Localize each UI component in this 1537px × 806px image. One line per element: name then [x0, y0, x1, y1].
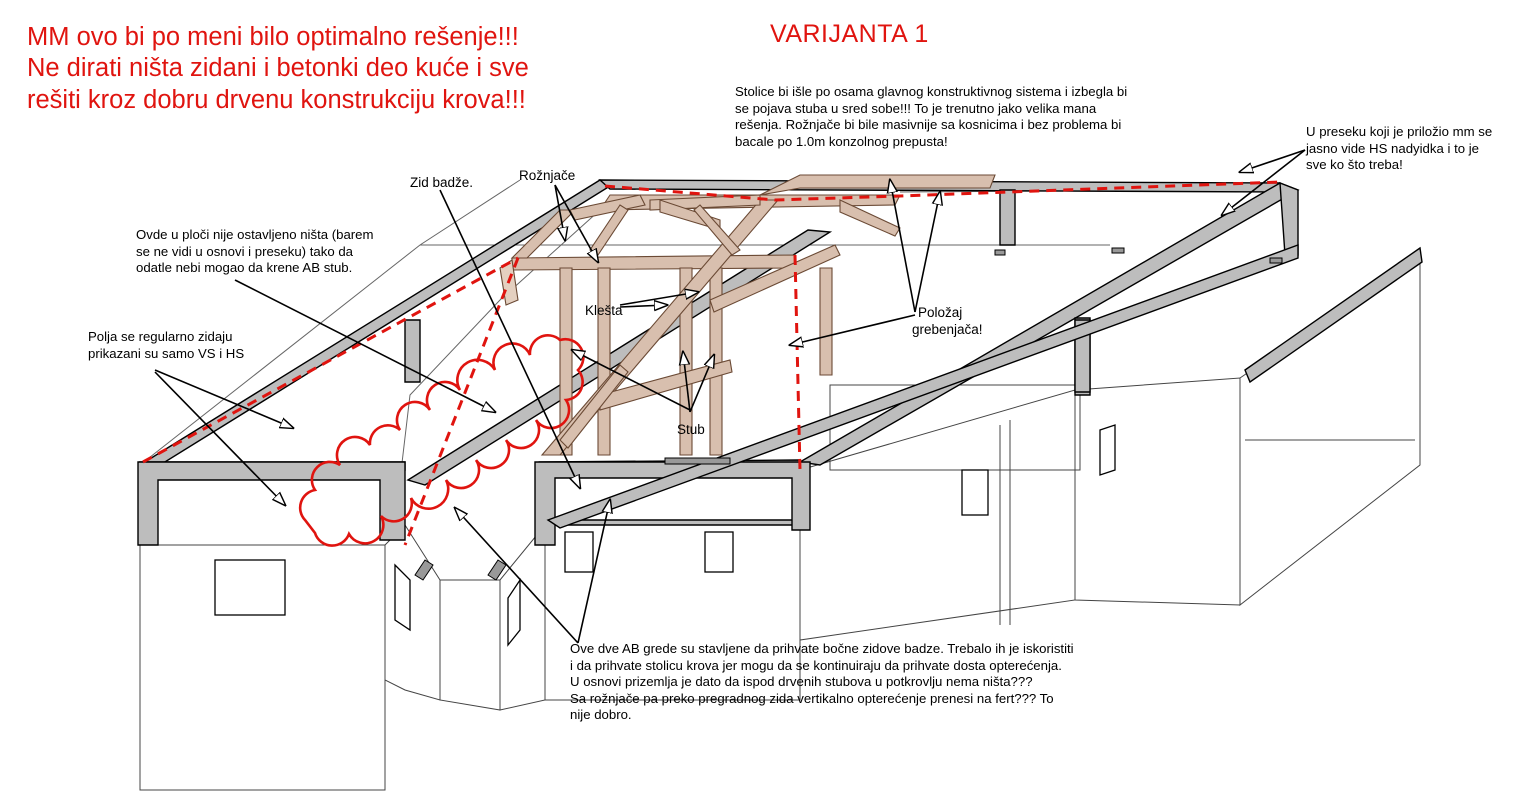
- label-stub: Stub: [677, 422, 705, 437]
- note-grede: [570, 641, 1074, 724]
- label-grebenjaca: grebenjača!: [912, 322, 983, 337]
- note-grede-line: nije dobro.: [570, 707, 632, 723]
- note-ploca-line: Ovde u ploči nije ostavljeno ništa (barem: [136, 227, 374, 242]
- note-grede-line: i da prihvate stolicu krova jer mogu da se kontinuiraju da prihvate dosta opterećenja.: [570, 657, 1062, 673]
- headline-line-2: Ne dirati ništa zidani i betonki deo kuće i sve: [27, 54, 529, 82]
- variant-title: VARIJANTA 1: [770, 20, 929, 48]
- label-zid-badze: Zid badže.: [410, 175, 474, 190]
- note-polja-line: Polja se regularno zidaju: [88, 329, 233, 344]
- note-ploca: [136, 227, 374, 277]
- headline-line-1: MM ovo bi po meni bilo optimalno rešenje!!!: [27, 23, 519, 51]
- note-grede-line: Sa rožnjače pa preko pregradnog zida vertikalno opterećenje prenesi na fert??? To: [570, 690, 1054, 706]
- note-stolice-line: Stolice bi išle po osama glavnog konstruktivnog sistema i izbegla bi: [735, 84, 1128, 99]
- note-presek-line: U preseku koji je priložio mm se: [1306, 124, 1493, 139]
- note-polja: [88, 329, 244, 362]
- note-stolice: [735, 84, 1127, 150]
- note-polja-line: prikazani su samo VS i HS: [88, 345, 245, 361]
- note-ploca-line: se ne vidi u osnovi i preseku) tako da: [136, 243, 353, 259]
- note-grede-line: U osnovi prizemlja je dato da ispod drvenih stubova u potkrovlju nema ništa???: [570, 674, 1033, 690]
- headline-line-3: rešiti kroz dobru drvenu konstrukciju krova!!!: [27, 86, 526, 114]
- label-klesta: Klešta: [585, 303, 623, 318]
- note-presek-line: jasno vide HS nadyidka i to je: [1306, 140, 1480, 156]
- note-presek: [1306, 124, 1492, 174]
- note-presek-line: sve ko što treba!: [1306, 157, 1403, 173]
- note-ploca-line: odatle nebi mogao da krene AB stub.: [136, 260, 353, 276]
- note-stolice-line: se pojava stuba u sred sobe!!! To je trenutno jako velika mana: [735, 100, 1097, 116]
- label-roznjace: Rožnjače: [519, 168, 576, 183]
- label-polozaj: Položaj: [918, 305, 963, 320]
- note-grede-line: Ove dve AB grede su stavljene da prihvate bočne zidove badze. Trebalo ih je iskoristiti: [570, 641, 1074, 656]
- note-stolice-line: rešenja. Rožnjače bi bile masivnije sa kosnicima i bez problema bi: [735, 117, 1122, 133]
- note-stolice-line: bacale po 1.0m konzolnog prepusta!: [735, 133, 948, 149]
